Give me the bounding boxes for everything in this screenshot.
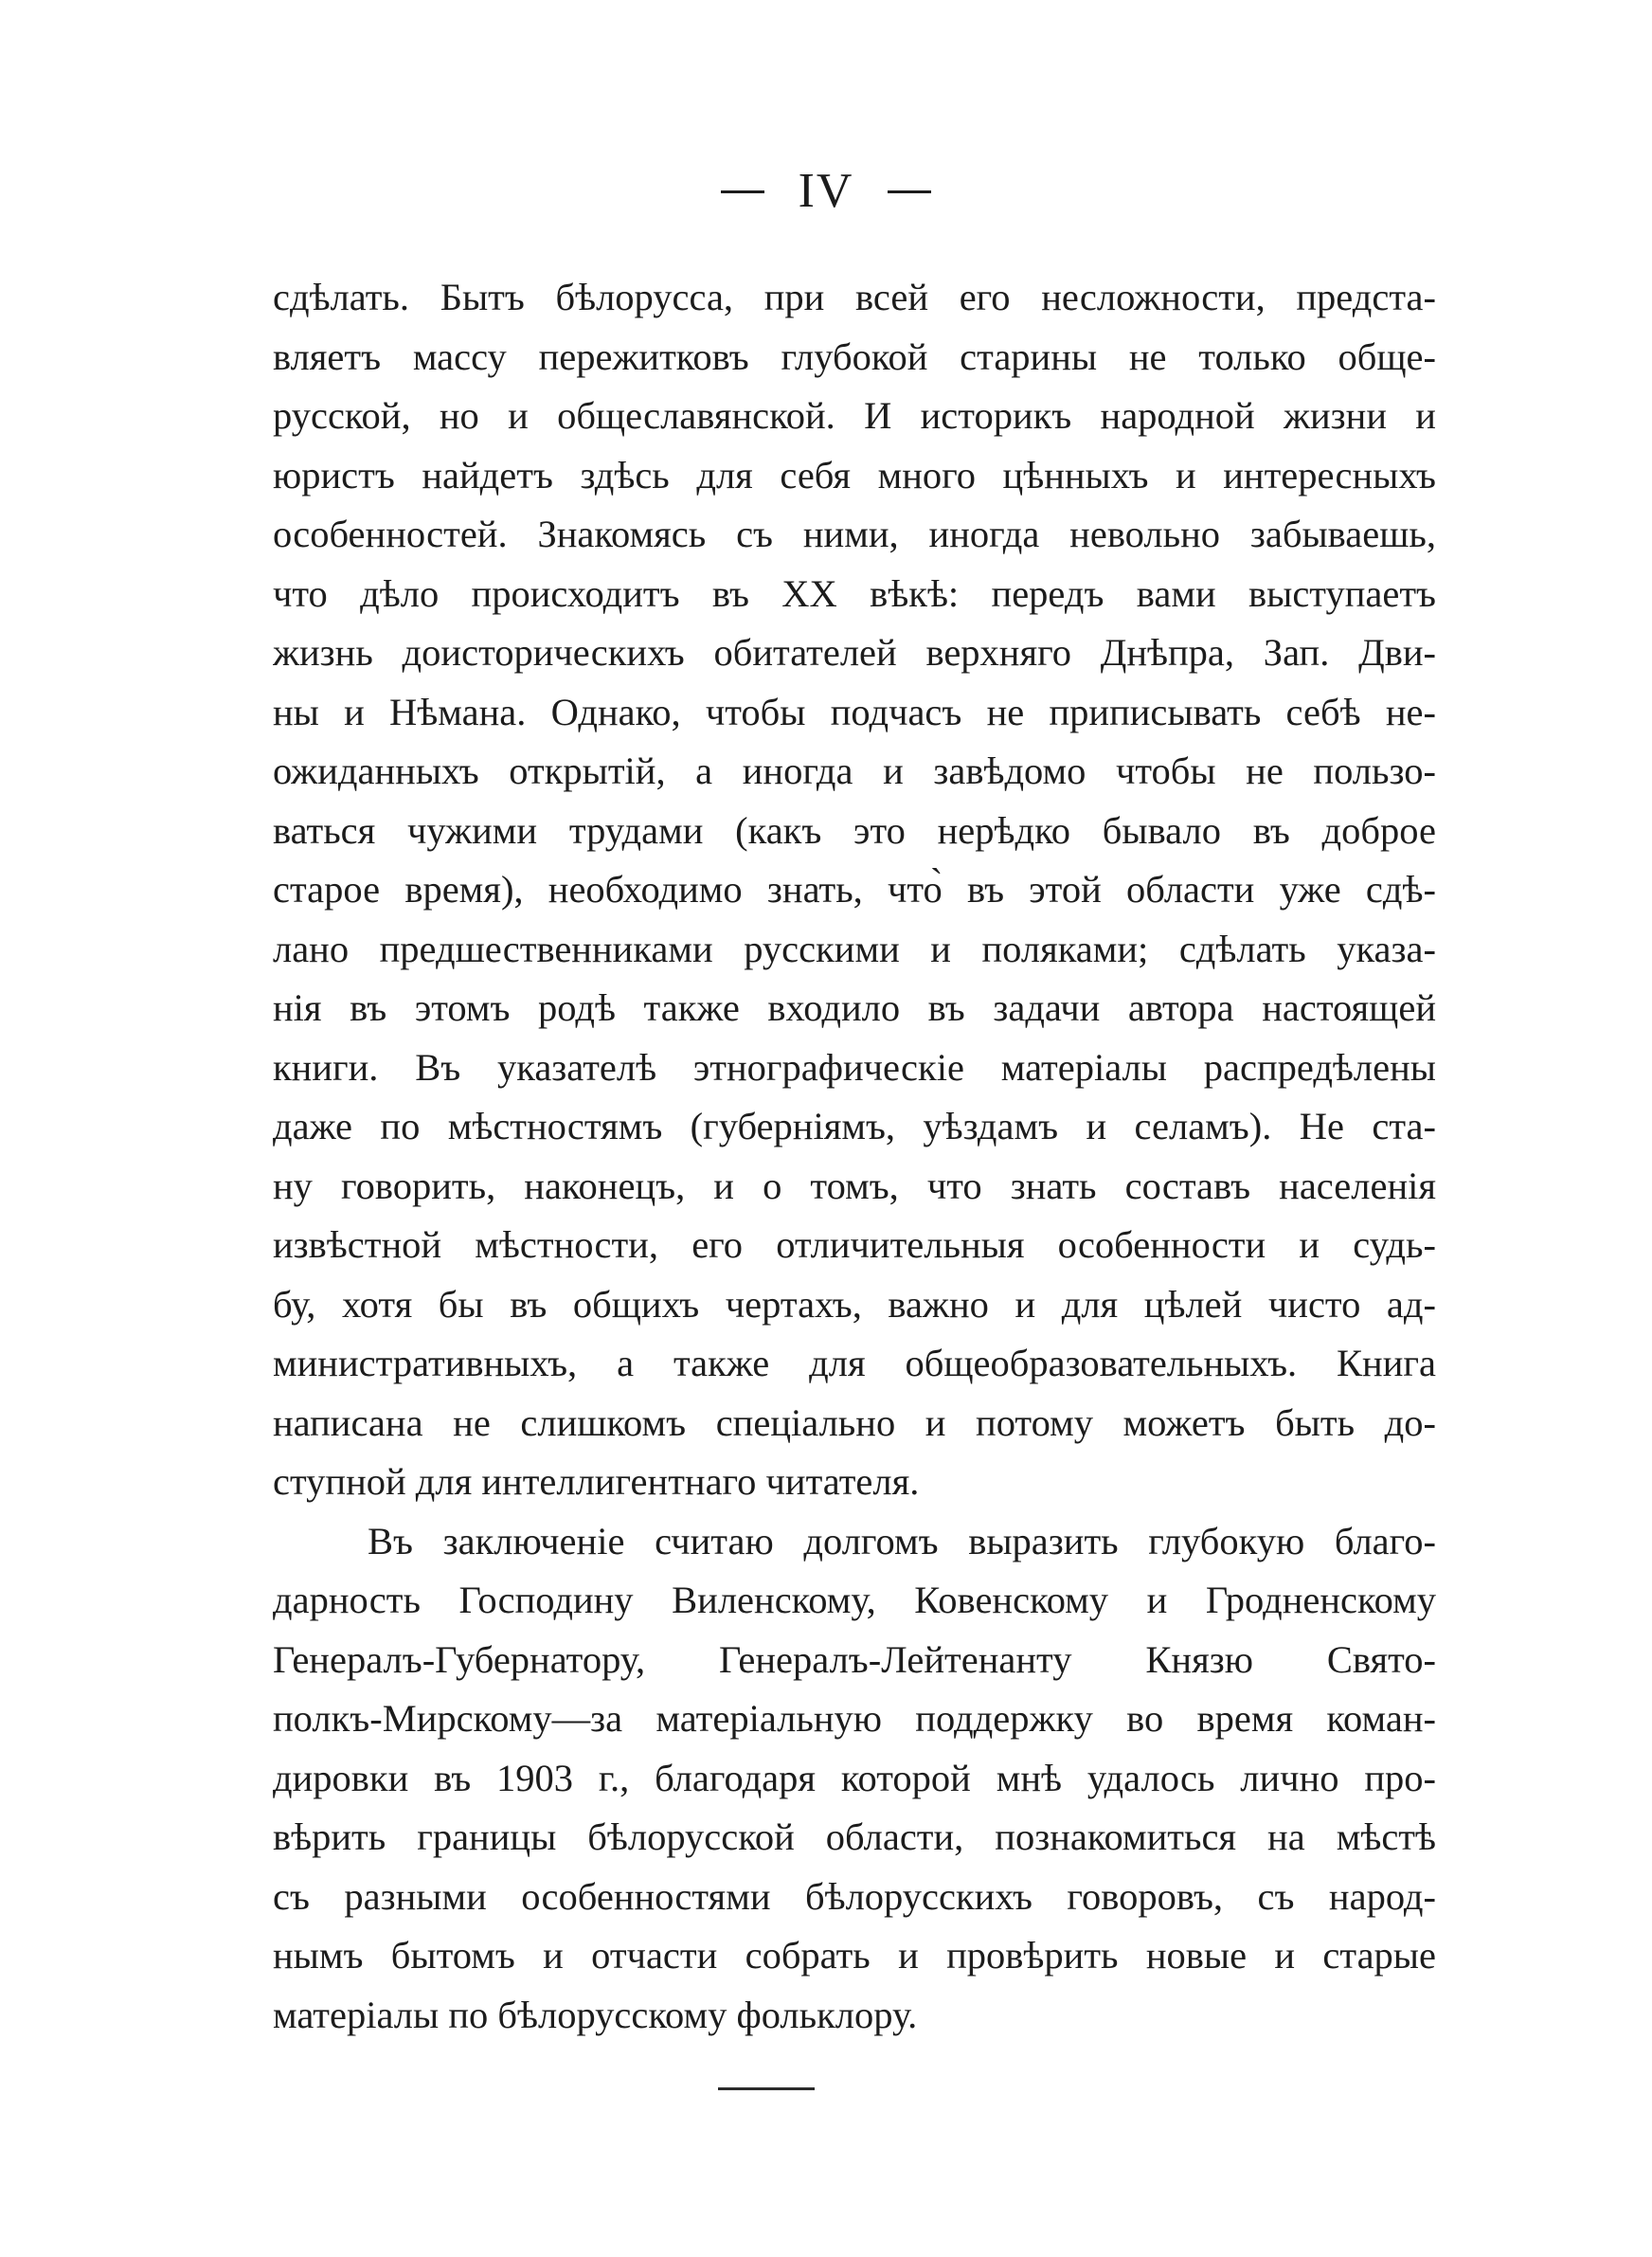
text-line: матеріалы по бѣлорусскому фольклору. — [273, 1993, 918, 2036]
paragraph-2 — [273, 1512, 1436, 2046]
text-line: полкъ-Мирскому—за матеріальную поддержку во время коман- — [273, 1697, 1436, 1740]
text-line: Въ заключеніе считаю долгомъ выразить глубокую благо- — [368, 1519, 1436, 1562]
closing-rule — [718, 2087, 815, 2090]
text-line: министративныхъ, а также для общеобразовательныхъ. Книга — [273, 1342, 1436, 1384]
text-line: извѣстной мѣстности, его отличительныя особенности и судь- — [273, 1223, 1436, 1266]
text-line: особенностей. Знакомясь съ ними, иногда невольно забываешь, — [273, 513, 1436, 555]
text-line: книги. Въ указателѣ этнографическіе матеріалы распредѣлены — [273, 1045, 1436, 1089]
right-dash — [888, 190, 931, 193]
text-line: старое время), необходимо знать, что̀ въ этой области уже сдѣ- — [273, 868, 1436, 911]
paragraph-1 — [273, 268, 1436, 1512]
text-line: русской, но и общеславянской. И историкъ народной жизни и — [273, 394, 1436, 437]
text-line: сдѣлать. Бытъ бѣлоруcса, при всей его несложности, предста- — [273, 276, 1436, 318]
text-line: нія въ этомъ родѣ также входило въ задачи автора настоящей — [273, 986, 1436, 1029]
page-number-header — [0, 159, 1652, 220]
text-line: вѣрить границы бѣлорусской области, познакомиться на мѣстѣ — [273, 1815, 1436, 1858]
text-line: что дѣло происходитъ въ XX вѣкѣ: передъ вами выступаетъ — [273, 571, 1436, 615]
text-line: бу, хотя бы въ общихъ чертахъ, важно и для цѣлей чисто ад- — [273, 1282, 1436, 1326]
text-line: лано предшественниками русскими и поляками; сдѣлать указа- — [273, 927, 1436, 970]
text-line: дировки въ 1903 г., благодаря которой мнѣ удалось лично про- — [273, 1756, 1436, 1799]
text-line: написана не слишкомъ спеціально и потому можетъ быть до- — [273, 1400, 1436, 1444]
text-line: дарность Господину Виленскому, Ковенскому и Гродненскому — [273, 1579, 1436, 1621]
text-line: даже по мѣстностямъ (губерніямъ, уѣздамъ и селамъ). Не ста- — [273, 1105, 1436, 1147]
text-line: нымъ бытомъ и отчасти собрать и провѣрить новые и старые — [273, 1934, 1436, 1977]
text-line: жизнь доисторическихъ обитателей верхняго Днѣпра, Зап. Дви- — [273, 631, 1436, 674]
text-line: Генералъ-Губернатору, Генералъ-Лейтенанту Князю Свято- — [273, 1637, 1436, 1681]
text-line: юристъ найдетъ здѣсь для себя много цѣнныхъ и интересныхъ — [273, 453, 1436, 497]
text-line: съ разными особенностями бѣлорусскихъ говоровъ, съ народ- — [273, 1874, 1436, 1918]
text-line: ожиданныхъ открытій, а иногда и завѣдомо чтобы не пользо- — [273, 749, 1436, 792]
text-line: ваться чужими трудами (какъ это нерѣдко бывало въ доброе — [273, 808, 1436, 852]
text-line: ну говорить, наконецъ, и о томъ, что знать составъ населенія — [273, 1164, 1436, 1207]
text-line: ны и Нѣмана. Однако, чтобы подчасъ не приписывать себѣ не- — [273, 690, 1436, 733]
text-line: ступной для интеллигентнаго читателя. — [273, 1460, 920, 1503]
left-dash — [721, 190, 764, 193]
body-text — [273, 268, 1436, 2045]
page-number: IV — [798, 164, 854, 219]
text-line: вляетъ массу пережитковъ глубокой старины не только обще- — [273, 334, 1436, 378]
